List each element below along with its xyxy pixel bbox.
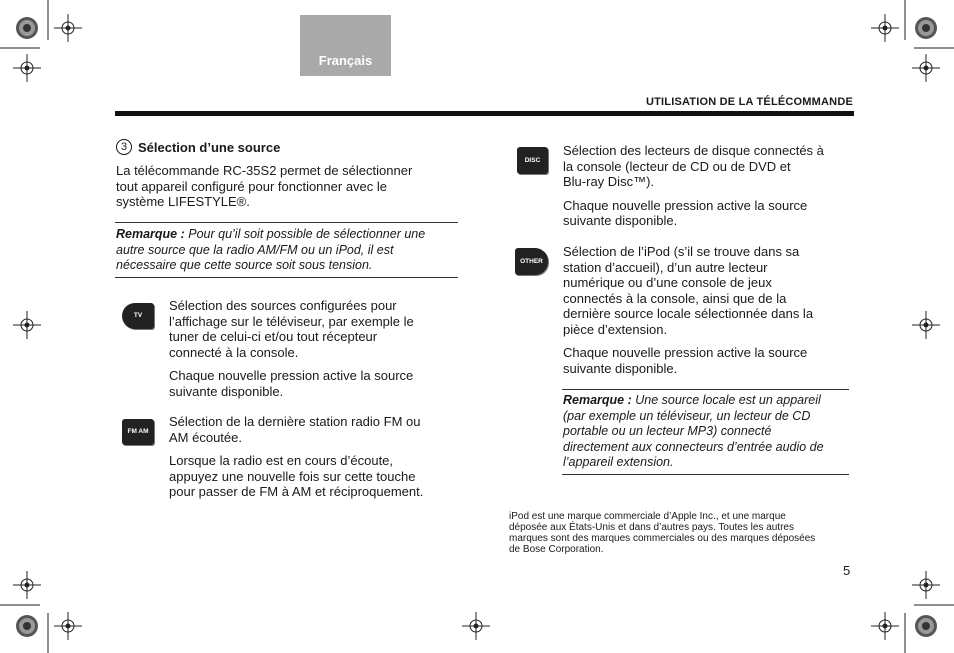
desc-line: l’affichage sur le téléviseur, par exemple le (169, 313, 414, 329)
note-line: Pour qu’il soit possible de sélectionner une (184, 227, 426, 241)
page-header-title: UTILISATION DE LA TÉLÉCOMMANDE (645, 96, 853, 108)
intro-line: système LIFESTYLE®. (116, 194, 250, 209)
desc-line: Chaque nouvelle pression active la source (563, 197, 808, 213)
header-rule (115, 111, 854, 116)
desc-line: la console (lecteur de CD ou de DVD et (563, 158, 791, 174)
other-description (563, 244, 858, 376)
tv-description (169, 298, 459, 399)
desc-line: numérique ou d’une console de jeux (563, 275, 772, 290)
desc-line: appuyez une nouvelle fois sur cette touche (169, 468, 416, 484)
note-bottom-rule (562, 474, 849, 475)
desc-line: connectés à la console, ainsi que de la (563, 290, 787, 306)
desc-line: suivante disponible. (563, 213, 678, 228)
section-title-text: Sélection d’une source (138, 139, 281, 155)
note-label: Remarque : (116, 227, 185, 241)
note-line: l’appareil extension. (563, 455, 674, 469)
disc-description (563, 143, 858, 229)
intro-paragraph (116, 163, 446, 210)
note-top-rule (562, 389, 849, 390)
note-line: directement aux connecteurs d’entrée audio de (563, 439, 824, 454)
footnote-line: de Bose Corporation. (509, 544, 604, 555)
section-number-circle: 3 (116, 139, 132, 155)
desc-line: pièce d’extension. (563, 321, 668, 337)
disc-button-icon: DISC (517, 147, 548, 174)
tv-button-icon: TV (122, 303, 154, 329)
desc-line: Sélection des sources configurées pour (169, 298, 397, 313)
desc-line: dernière source locale sélectionnée dans la (563, 306, 814, 321)
desc-line: tuner de celui-ci et/ou tout récepteur (169, 329, 378, 344)
footnote-line: déposée aux États-Unis et dans d’autres pays. Toutes les autres (509, 522, 794, 533)
desc-line: Blu-ray Disc™). (563, 174, 655, 189)
trademark-footnote (509, 511, 854, 555)
desc-line: Sélection de la dernière station radio FM ou (169, 414, 421, 429)
language-tab: Français (300, 15, 391, 76)
page-number: 5 (843, 563, 851, 578)
note-top-rule (115, 222, 458, 223)
desc-line: pour passer de FM à AM et réciproquement. (169, 484, 424, 499)
desc-line: Chaque nouvelle pression active la source (563, 345, 808, 360)
desc-line: suivante disponible. (563, 360, 678, 376)
fm-am-description (169, 414, 459, 500)
other-button-icon: OTHER (515, 248, 548, 275)
note-line: nécessaire que cette source soit sous tension. (116, 258, 373, 272)
intro-line: tout appareil configuré pour fonctionner avec le (116, 178, 388, 194)
desc-line: Chaque nouvelle pression active la source (169, 368, 414, 383)
note-line: portable ou un lecteur MP3) connecté (563, 424, 772, 438)
footnote-line: iPod est une marque commerciale d’Apple Inc., et une marque (509, 511, 786, 522)
footnote-line: marques sont des marques commerciales ou des marques déposées (509, 533, 816, 544)
note-bottom-rule (115, 277, 458, 278)
desc-line: suivante disponible. (169, 383, 284, 399)
desc-line: Lorsque la radio est en cours d’écoute, (169, 453, 394, 468)
desc-line: connecté à la console. (169, 344, 299, 360)
note-remarque-1 (116, 227, 461, 274)
note-line: (par exemple un téléviseur, un lecteur de CD (563, 408, 811, 423)
note-line: autre source que la radio AM/FM ou un iPod, il est (116, 242, 394, 257)
desc-line: Sélection des lecteurs de disque connectés à (563, 143, 824, 158)
note-remarque-2 (563, 393, 858, 471)
section-title (116, 139, 280, 155)
note-line: Une source locale est un appareil (631, 393, 821, 407)
desc-line: AM écoutée. (169, 429, 242, 445)
fm-am-button-icon: FM AM (122, 419, 154, 445)
note-label: Remarque : (563, 393, 632, 407)
desc-line: Sélection de l’iPod (s’il se trouve dans sa (563, 244, 800, 259)
desc-line: station d’accueil), d’un autre lecteur (563, 259, 768, 275)
intro-line: La télécommande RC-35S2 permet de sélectionner (116, 163, 413, 178)
